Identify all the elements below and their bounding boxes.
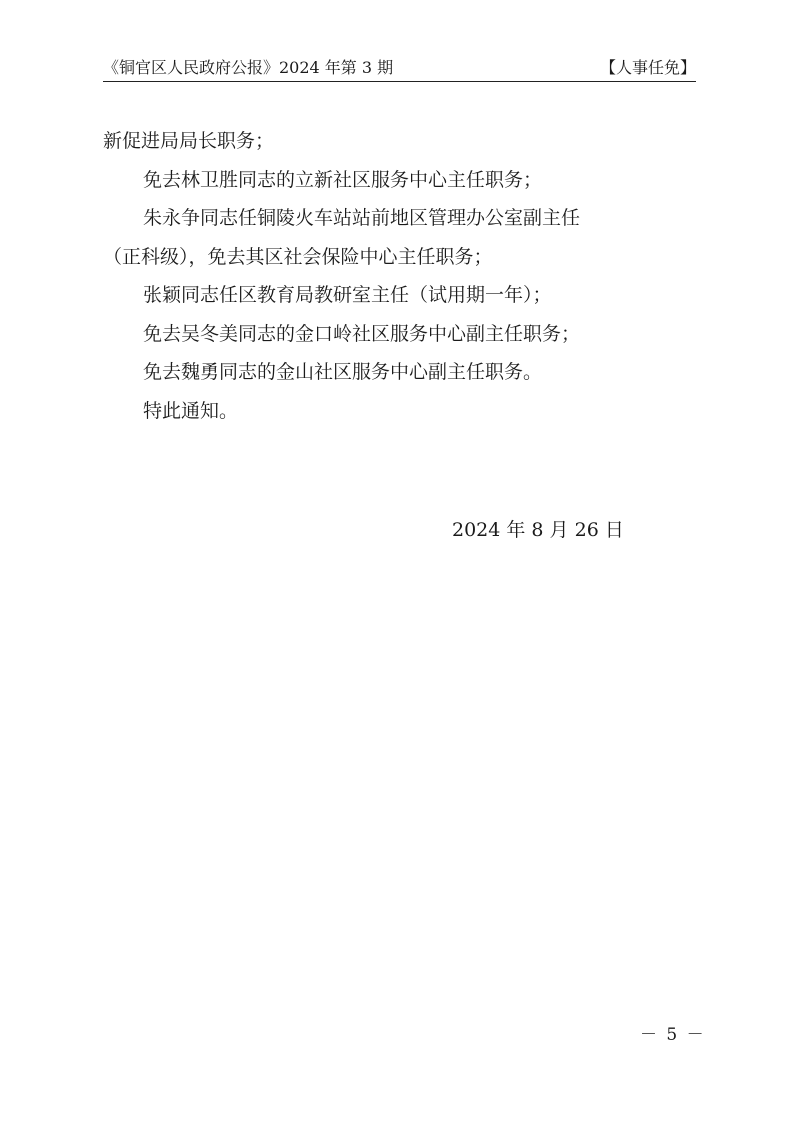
- signature-date: 2024 年 8 月 26 日: [452, 519, 624, 541]
- header-divider: [103, 81, 696, 82]
- paragraph-line: 免去林卫胜同志的立新社区服务中心主任职务；: [143, 168, 543, 191]
- paragraph-line: 张颖同志任区教育局教研室主任（试用期一年）；: [143, 284, 552, 306]
- paragraph-line: 朱永争同志任铜陵火车站站前地区管理办公室副主任: [143, 207, 581, 229]
- document-body: [103, 122, 703, 430]
- paragraph-line: 免去魏勇同志的金山社区服务中心副主任职务。: [143, 361, 543, 383]
- paragraph-line: 免去吴冬美同志的金口岭社区服务中心副主任职务；: [143, 322, 581, 345]
- paragraph-line: 特此通知。: [143, 399, 239, 422]
- page-header: [103, 54, 696, 78]
- page-number: － 5 －: [640, 1025, 706, 1045]
- publication-title: 《铜官区人民政府公报》2024 年第 3 期: [103, 58, 394, 77]
- section-label: 【人事任免】: [599, 58, 696, 77]
- paragraph-line: （正科级），免去其区社会保险中心主任职务；: [103, 245, 493, 268]
- paragraph-line: 新促进局局长职务；: [103, 130, 275, 152]
